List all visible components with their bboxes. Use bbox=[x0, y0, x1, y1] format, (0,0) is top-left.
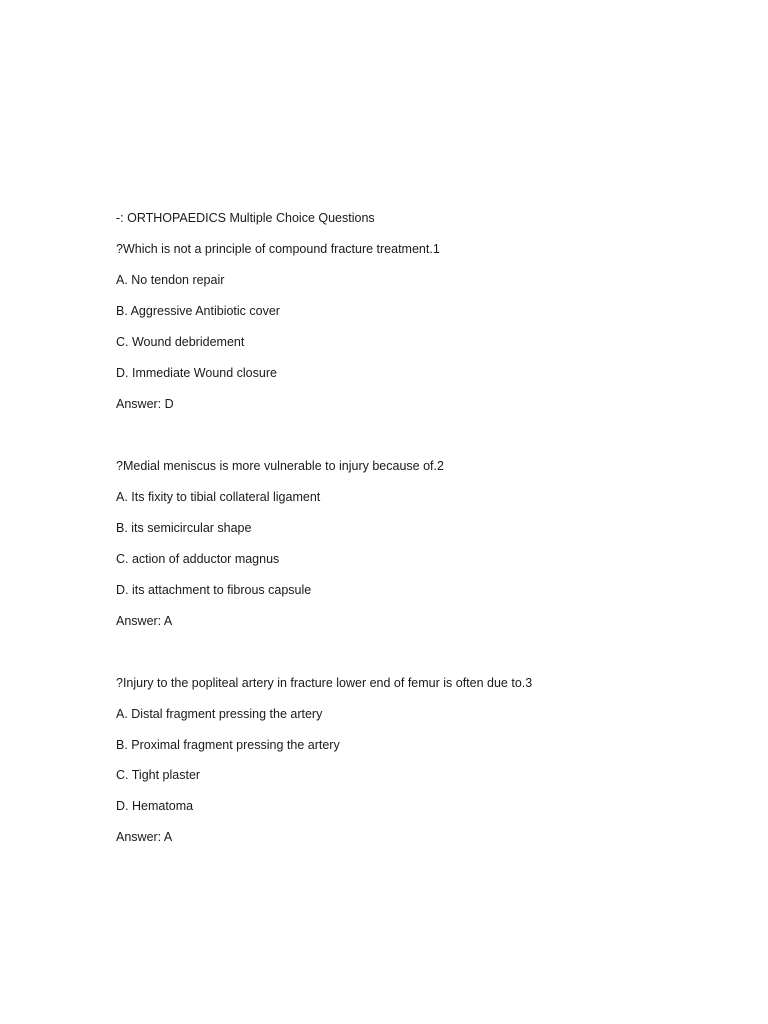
answer-text: Answer: A bbox=[116, 830, 173, 844]
option-b: B. its semicircular shape bbox=[116, 521, 252, 535]
option-c: C. action of adductor magnus bbox=[116, 552, 280, 566]
answer-text: Answer: D bbox=[116, 397, 174, 411]
option-c: C. Tight plaster bbox=[116, 768, 201, 782]
answer-text: Answer: A bbox=[116, 614, 173, 628]
option-a: A. Distal fragment pressing the artery bbox=[116, 707, 323, 721]
option-b: B. Proximal fragment pressing the artery bbox=[116, 738, 340, 752]
option-b: B. Aggressive Antibiotic cover bbox=[116, 304, 280, 318]
question-text: ?Medial meniscus is more vulnerable to injury because of.2 bbox=[116, 459, 444, 473]
document-heading: -: ORTHOPAEDICS Multiple Choice Questions bbox=[116, 211, 375, 225]
option-d: D. its attachment to fibrous capsule bbox=[116, 583, 312, 597]
option-c: C. Wound debridement bbox=[116, 335, 245, 349]
option-d: D. Hematoma bbox=[116, 799, 194, 813]
question-text: ?Injury to the popliteal artery in fracture lower end of femur is often due to.3 bbox=[116, 676, 533, 690]
option-d: D. Immediate Wound closure bbox=[116, 366, 277, 380]
question-text: ?Which is not a principle of compound fracture treatment.1 bbox=[116, 242, 440, 256]
option-a: A. No tendon repair bbox=[116, 273, 225, 287]
option-a: A. Its fixity to tibial collateral ligament bbox=[116, 490, 321, 504]
